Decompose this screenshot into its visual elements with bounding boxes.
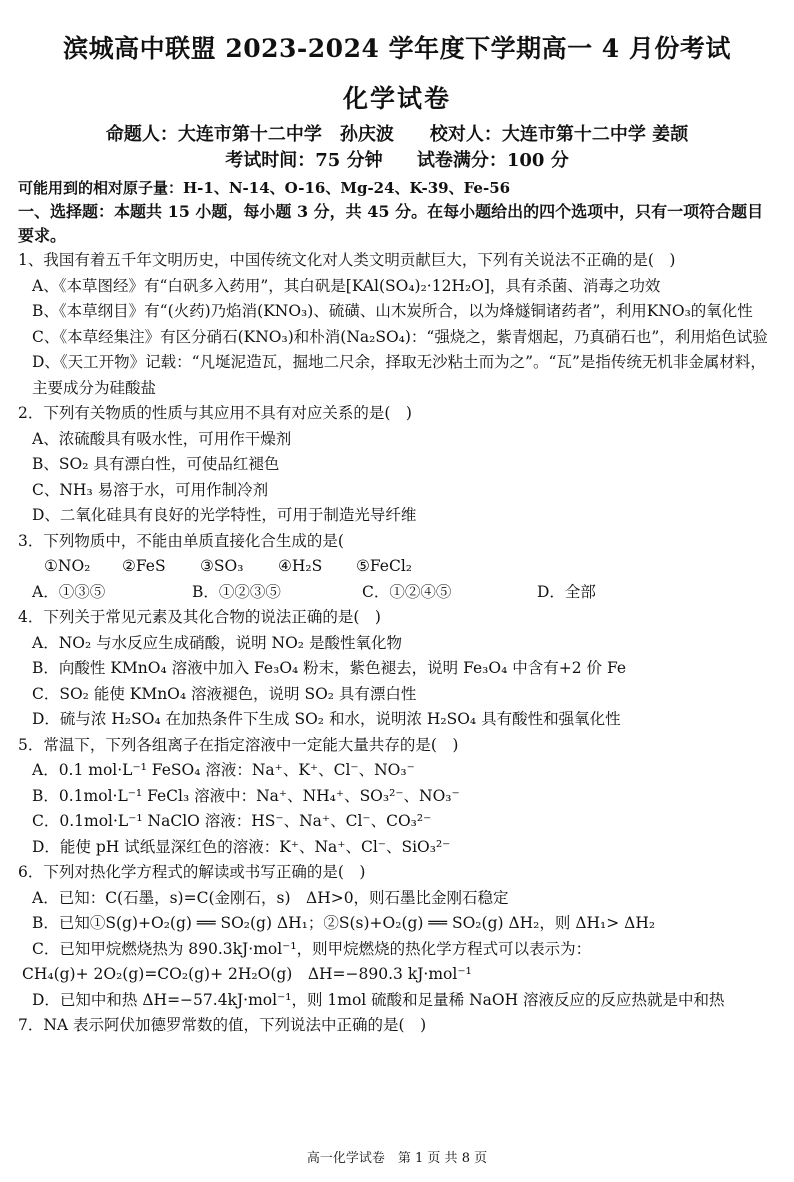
option-c: C．0.1mol·L⁻¹ NaClO 溶液：HS⁻、Na⁺、Cl⁻、CO₃²⁻	[32, 812, 432, 830]
question-5	[18, 733, 776, 861]
choice-b: B．①②③⑤	[192, 582, 281, 601]
option-c: C．SO₂ 能使 KMnO₄ 溶液褪色，说明 SO₂ 具有漂白性	[32, 684, 417, 703]
substance-item: ④H₂S	[278, 557, 323, 575]
option-a: A、浓硫酸具有吸水性，可用作干燥剂	[32, 429, 292, 448]
exam-score: 试卷满分：100 分	[416, 150, 569, 171]
question-3	[18, 529, 776, 606]
exam-time: 考试时间：75 分钟	[225, 150, 383, 171]
section-heading: 一、选择题：本题共 15 小题，每小题 3 分，共 45 分。在每小题给出的四个选项中，只有一项符合题目要求。	[18, 202, 764, 245]
page-footer: 高一化学试卷 第 1 页 共 8 页	[306, 1151, 488, 1166]
option-b: B．已知①S(g)+O₂(g) ══ SO₂(g) ΔH₁；②S(s)+O₂(g) ══ SO₂(g) ΔH₂，则 ΔH₁> ΔH₂	[32, 914, 656, 932]
substance-list	[18, 554, 776, 580]
option-d: D．已知中和热 ΔH=−57.4kJ·mol⁻¹，则 1mol 硫酸和足量稀 NaOH 溶液反应的反应热就是中和热	[32, 990, 725, 1009]
option-d: D．能使 pH 试纸显深红色的溶液：K⁺、Na⁺、Cl⁻、SiO₃²⁻	[32, 837, 451, 856]
exam-title: 滨城高中联盟 2023-2024 学年度下学期高一 4 月份考试	[63, 34, 731, 63]
atomic-masses: 可能用到的相对原子量：H-1、N-14、O-16、Mg-24、K-39、Fe-56	[18, 179, 511, 197]
choice-a: A．①③⑤	[32, 582, 106, 601]
substance-item: ③SO₃	[200, 557, 244, 575]
question-1	[18, 248, 776, 401]
option-c: C、NH₃ 易溶于水，可用作制冷剂	[32, 480, 269, 499]
option-a: A．已知：C(石墨，s)=C(金刚石，s) ΔH>0，则石墨比金刚石稳定	[32, 888, 509, 907]
option-d: D．硫与浓 H₂SO₄ 在加热条件下生成 SO₂ 和水，说明浓 H₂SO₄ 具有酸性和强氧化性	[32, 710, 621, 728]
option-c: C、《本草经集注》有区分硝石(KNO₃)和朴消(Na₂SO₄)：“强烧之，紫青烟起，乃真硝石也”，利用焰色试验	[32, 327, 768, 346]
question-6	[18, 860, 776, 1013]
option-b: B．0.1mol·L⁻¹ FeCl₃ 溶液中：Na⁺、NH₄⁺、SO₃²⁻、NO₃⁻	[32, 786, 460, 805]
option-c: C．已知甲烷燃烧热为 890.3kJ·mol⁻¹，则甲烷燃烧的热化学方程式可以表示为：	[32, 939, 592, 958]
substance-item: ②FeS	[122, 557, 166, 575]
exam-subtitle: 化学试卷	[342, 84, 451, 113]
author-info: 命题人：大连市第十二中学 孙庆波 校对人：大连市第十二中学 姜颉	[105, 124, 689, 145]
question-stem: 3．下列物质中，不能由单质直接化合生成的是(	[18, 531, 344, 550]
option-a: A．NO₂ 与水反应生成硝酸，说明 NO₂ 是酸性氧化物	[32, 633, 402, 652]
question-stem: 7．NA 表示阿伏加德罗常数的值，下列说法中正确的是( )	[18, 1016, 427, 1034]
option-d: D、《天工开物》记载：“凡埏泥造瓦，掘地二尺余，择取无沙粘土而为之”。“瓦”是指传统无机非金属材料，主要成分为硅酸盐	[32, 353, 766, 397]
question-2	[18, 401, 776, 529]
question-stem: 4．下列关于常见元素及其化合物的说法正确的是( )	[18, 608, 381, 626]
option-a: A．0.1 mol·L⁻¹ FeSO₄ 溶液：Na⁺、K⁺、Cl⁻、NO₃⁻	[32, 761, 415, 779]
question-stem: 2．下列有关物质的性质与其应用不具有对应关系的是( )	[18, 404, 412, 422]
question-stem: 6．下列对热化学方程式的解读或书写正确的是( )	[18, 863, 366, 881]
choice-d: D．全部	[537, 582, 596, 601]
choice-list	[18, 580, 776, 606]
substance-item: ①NO₂	[44, 557, 91, 575]
question-stem: 1、我国有着五千年文明历史，中国传统文化对人类文明贡献巨大，下列有关说法不正确的是( )	[18, 251, 676, 269]
exam-meta	[18, 148, 776, 174]
option-b: B、SO₂ 具有漂白性，可使品红褪色	[32, 455, 280, 473]
substance-item: ⑤FeCl₂	[356, 557, 413, 575]
option-b: B．向酸性 KMnO₄ 溶液中加入 Fe₃O₄ 粉末，紫色褪去，说明 Fe₃O₄ 中含有+2 价 Fe	[32, 659, 627, 677]
choice-c: C．①②④⑤	[362, 582, 452, 601]
question-stem: 5．常温下，下列各组离子在指定溶液中一定能大量共存的是( )	[18, 735, 459, 754]
option-b: B、《本草纲目》有“(火药)乃焰消(KNO₃)、硫磺、山木炭所合，以为烽燧铜诸药者”，利用KNO₃的氧化性	[32, 302, 753, 320]
question-4	[18, 605, 776, 733]
option-d: D、二氧化硅具有良好的光学特性，可用于制造光导纤维	[32, 506, 417, 524]
question-7	[18, 1013, 776, 1039]
option-a: A、《本草图经》有“白矾多入药用”，其白矾是[KAl(SO₄)₂·12H₂O]，具有杀菌、消毒之功效	[32, 276, 661, 295]
equation-line: CH₄(g)+ 2O₂(g)=CO₂(g)+ 2H₂O(g) ΔH=−890.3 kJ·mol⁻¹	[22, 965, 472, 983]
